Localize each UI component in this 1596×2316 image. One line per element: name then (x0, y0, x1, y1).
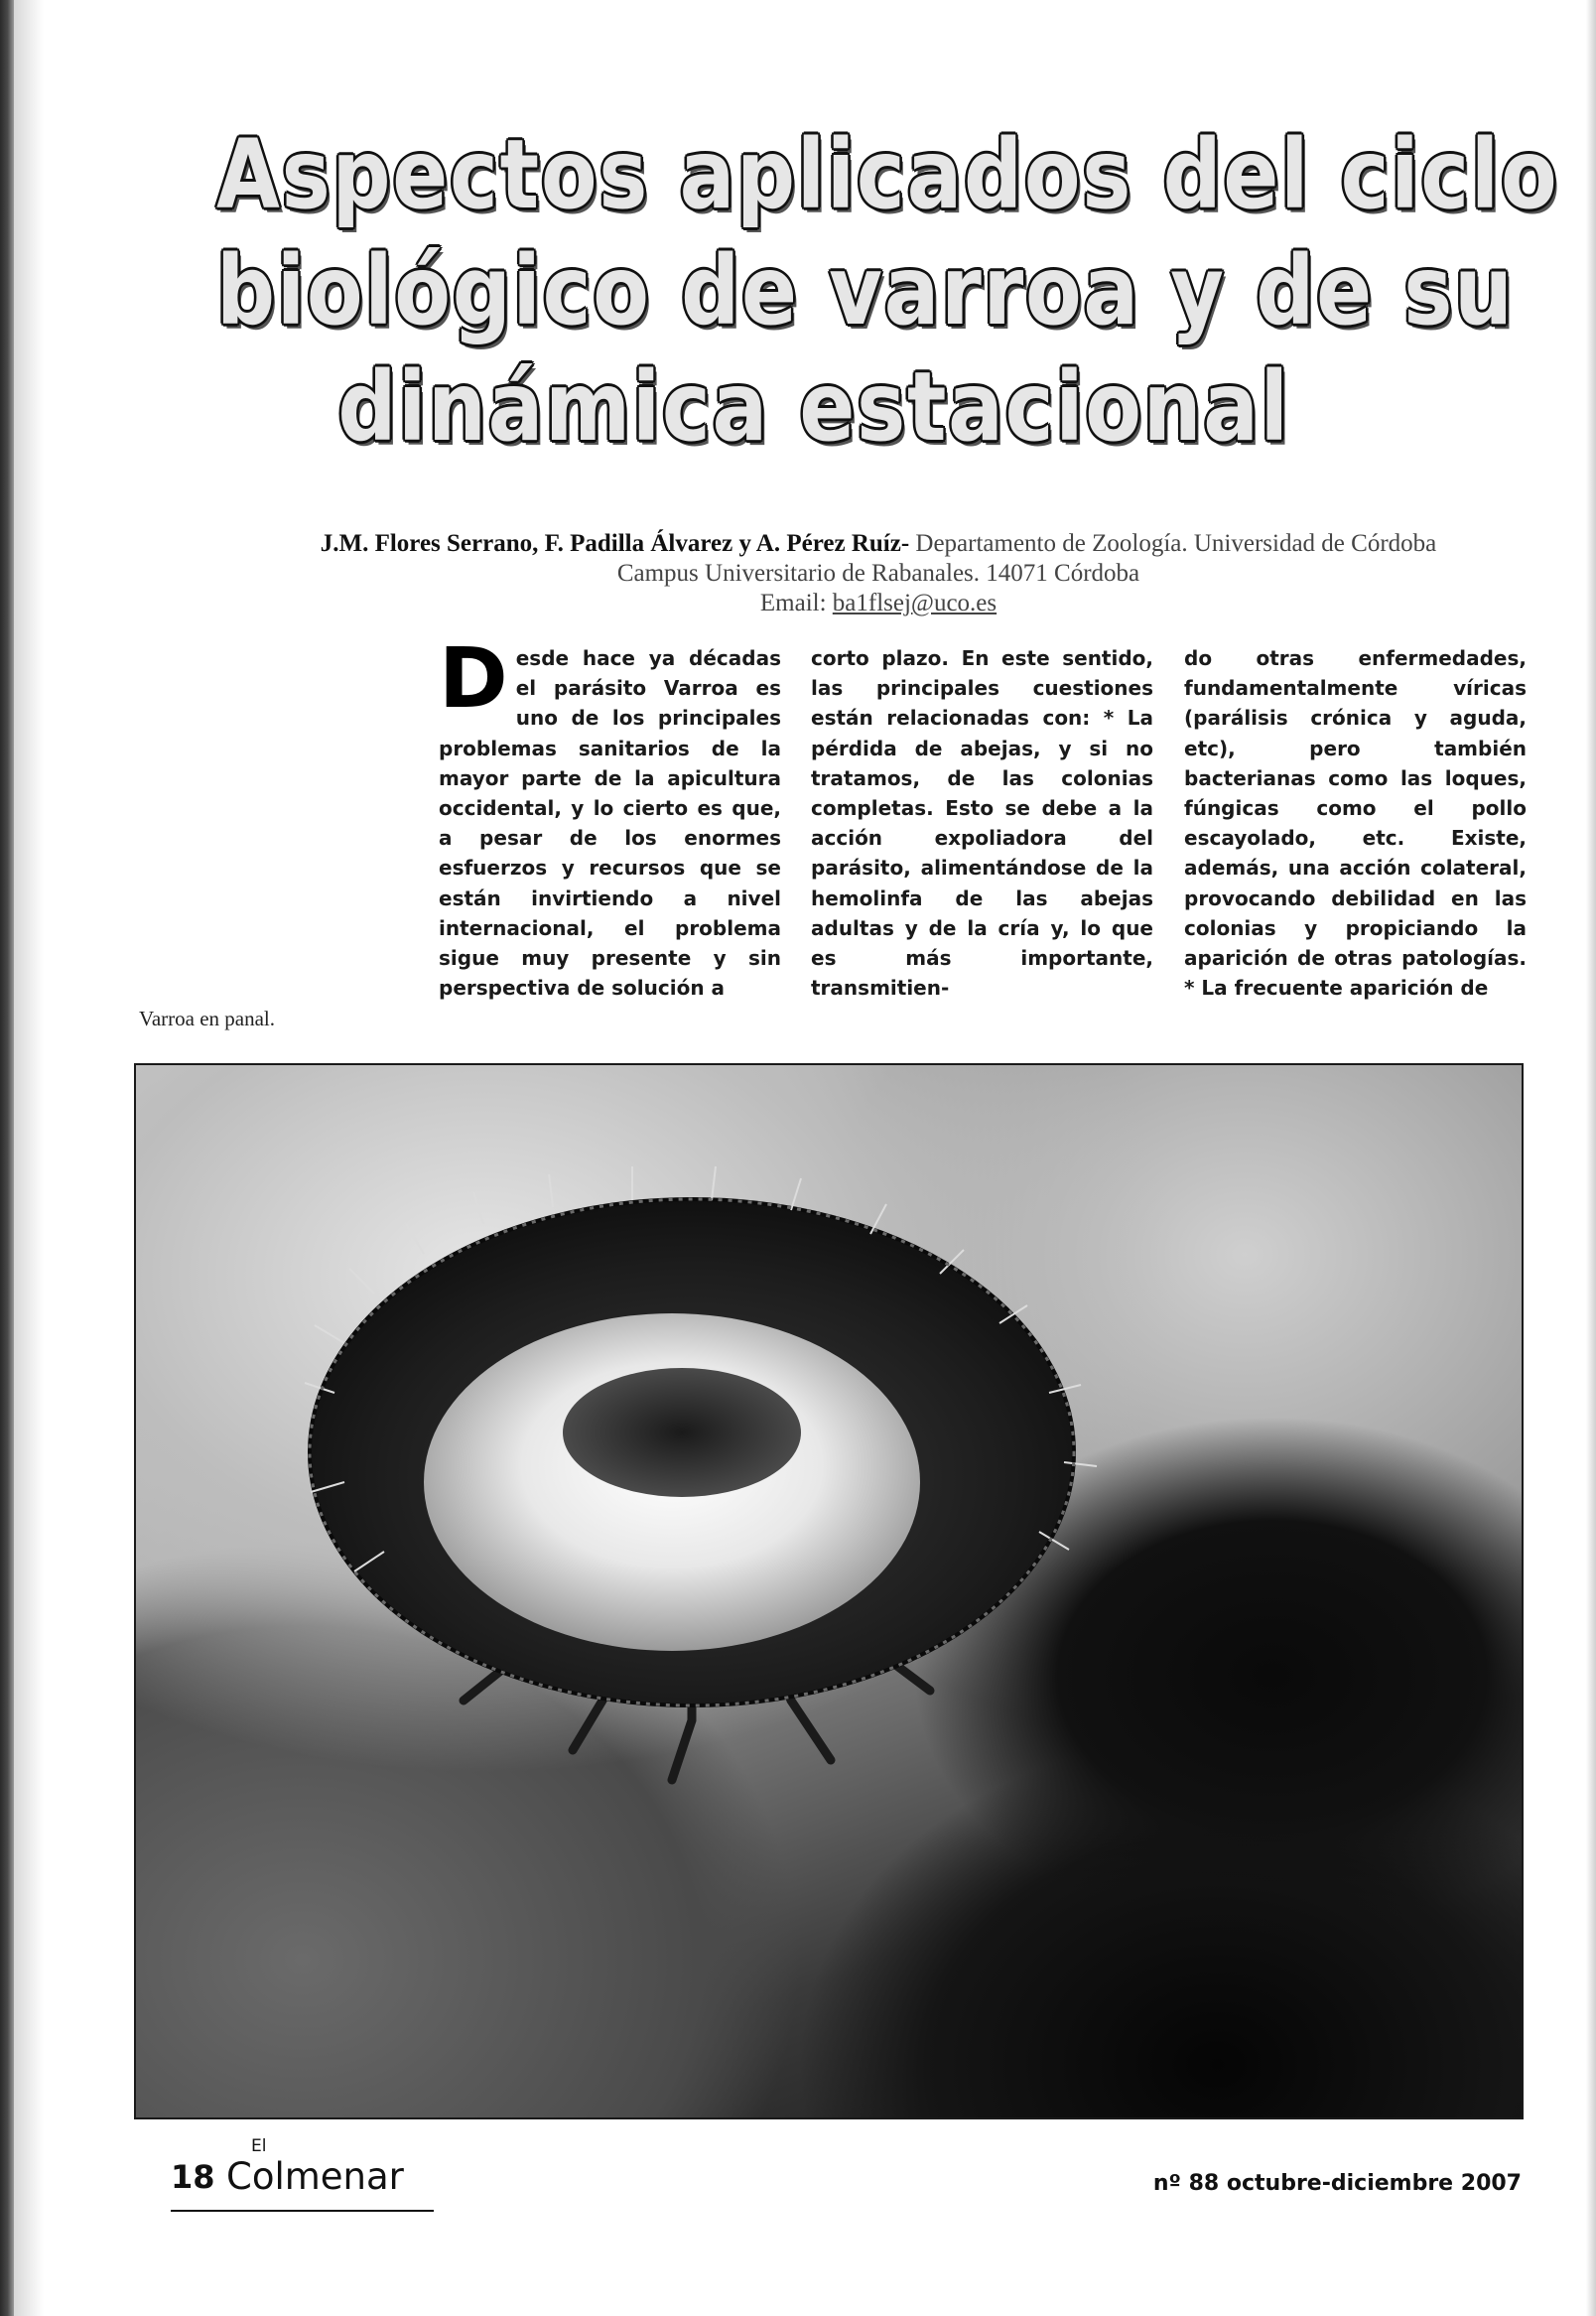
authors: J.M. Flores Serrano, F. Padilla Álvarez y A. Pérez Ruíz- (320, 530, 910, 557)
page-spine-shadow (0, 0, 14, 2316)
byline-line-1 (238, 529, 1519, 559)
magazine-logo: Colmenar (226, 2155, 404, 2198)
footer-brand (171, 2134, 434, 2212)
title-line-3: dinámica estacional (337, 351, 1290, 463)
body-column-1 (439, 629, 781, 1003)
drop-cap: D (439, 629, 508, 727)
email-label: Email: (759, 590, 833, 616)
mite-dark-spot (563, 1368, 801, 1497)
page-number: 18 (171, 2158, 215, 2196)
byline (238, 529, 1519, 618)
address: Campus Universitario de Rabanales. 14071 Córdoba (616, 560, 1140, 587)
body-column-2: corto plazo. En este sentido, las principales cuestiones están relacionadas con: * La pérdida de abejas, y si no tratamos, de las colonias completas. Esto se debe a la acción expoliadora del parásito, alimentándose de la hemolinfa de las abejas adultas y de la cría y, lo que es más importante, transmitien- (811, 646, 1153, 1001)
email-link[interactable]: ba1flsej@uco.es (832, 590, 998, 616)
issue-info: nº 88 octubre-diciembre 2007 (1152, 2171, 1522, 2196)
varroa-mite-illustration (136, 1065, 1522, 2117)
body-column-3: do otras enfermedades, fundamentalmente víricas (parálisis crónica y aguda, etc), pero también bacterianas como las loques, fúngicas como el pollo escayolado, etc. Existe, además, una acción colateral, provocando debilidad en las colonias y propiciando la aparición de otras patologías. * La frecuente aparición de (1184, 646, 1527, 1001)
article-title (216, 117, 1559, 466)
title-line-2: biológico de varroa y de su (216, 235, 1515, 346)
email-line (238, 589, 1519, 618)
varroa-photo (134, 1063, 1524, 2119)
photo-caption: Varroa en panal. (139, 1007, 276, 1030)
column-1-text: esde hace ya décadas el parásito Varroa es uno de los principales problemas sanitarios de la mayor parte de la apicultura occidental, y lo cierto es que, a pesar de los enormes esfuerzos y recursos que se están invirtiendo a nivel internacional, el problema sigue muy presente y sin perspectiva de solución a (439, 646, 781, 1001)
magazine-logo-el: El (251, 2136, 267, 2156)
page-gutter (14, 0, 44, 2316)
title-line-1: Aspectos aplicados del ciclo (216, 119, 1559, 230)
affiliation: Departamento de Zoología. Universidad de Córdoba (909, 530, 1437, 557)
page-edge (1586, 0, 1596, 2316)
